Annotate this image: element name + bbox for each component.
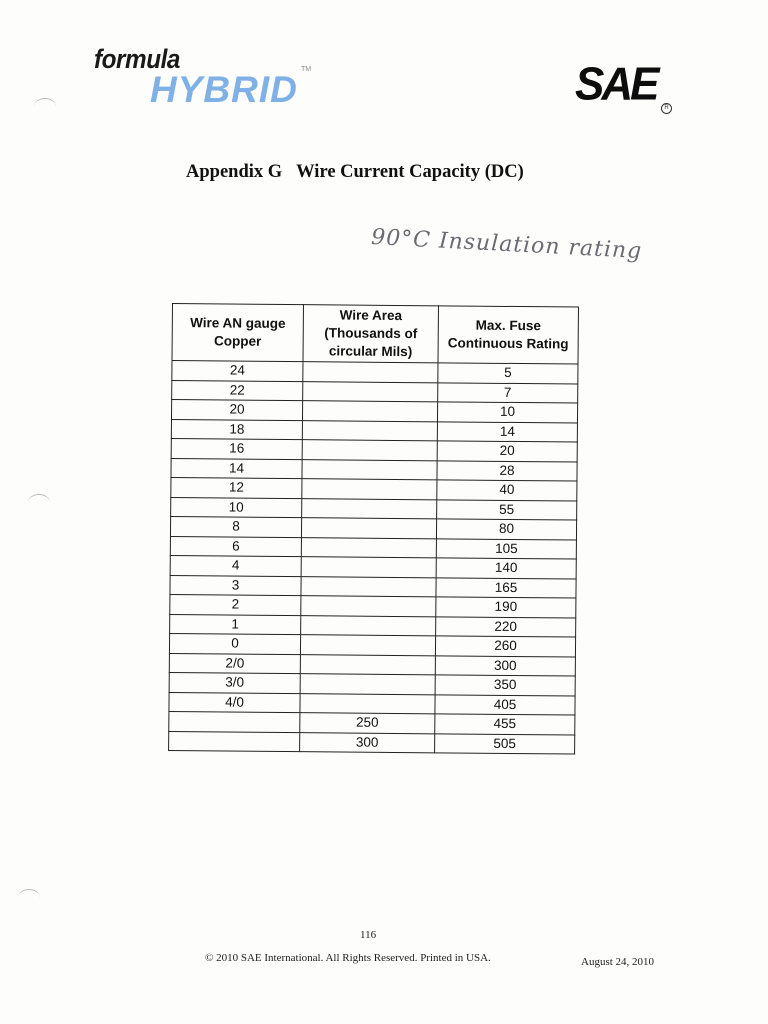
cell-fuse-rating: 140 — [436, 558, 576, 579]
cell-gauge: 12 — [171, 477, 302, 498]
logo-sae-text: SAE — [575, 58, 657, 111]
cell-fuse-rating: 300 — [435, 655, 575, 676]
cell-fuse-rating: 28 — [437, 460, 577, 481]
page-number: 116 — [360, 929, 377, 941]
cell-area — [302, 498, 437, 519]
trademark-mark: TM — [301, 66, 312, 73]
cell-gauge: 0 — [169, 633, 300, 654]
cell-fuse-rating: 505 — [435, 733, 575, 754]
cell-gauge: 18 — [171, 419, 302, 440]
table-row — [169, 731, 575, 754]
copyright-notice: © 2010 SAE International. All Rights Reserved. Printed in USA. — [205, 952, 491, 964]
cell-area — [300, 674, 435, 695]
scan-mark — [18, 889, 40, 906]
cell-area — [303, 381, 438, 402]
cell-fuse-rating: 7 — [438, 382, 578, 403]
cell-fuse-rating: 190 — [436, 597, 576, 618]
cell-gauge: 4/0 — [169, 692, 300, 713]
cell-fuse-rating: 350 — [435, 675, 575, 696]
cell-fuse-rating: 165 — [436, 577, 576, 598]
page-title — [186, 162, 524, 183]
cell-area — [301, 518, 436, 539]
cell-area — [302, 420, 437, 441]
cell-fuse-rating: 20 — [437, 441, 577, 462]
cell-area — [302, 401, 437, 422]
cell-gauge: 2/0 — [169, 653, 300, 674]
cell-area — [302, 479, 437, 500]
cell-area — [302, 459, 437, 480]
cell-area — [301, 596, 436, 617]
cell-fuse-rating: 80 — [436, 519, 576, 540]
scan-mark — [34, 98, 56, 115]
cell-fuse-rating: 260 — [435, 636, 575, 657]
cell-gauge — [169, 731, 300, 752]
registered-mark: R — [661, 103, 672, 114]
cell-gauge: 1 — [170, 614, 301, 635]
cell-area — [301, 615, 436, 636]
header-fuse-rating: Max. Fuse Continuous Rating — [438, 306, 578, 364]
cell-fuse-rating: 220 — [436, 616, 576, 637]
cell-gauge: 22 — [172, 380, 303, 401]
cell-gauge: 24 — [172, 361, 303, 382]
table-header-row — [172, 304, 578, 365]
logo-formula-text: formula — [94, 44, 180, 74]
cell-fuse-rating: 405 — [435, 694, 575, 715]
cell-gauge: 14 — [171, 458, 302, 479]
handwritten-note: 90°C Insulation rating — [370, 224, 643, 265]
cell-area — [302, 440, 437, 461]
cell-gauge: 2 — [170, 594, 301, 615]
cell-gauge: 3 — [170, 575, 301, 596]
cell-area: 300 — [300, 732, 435, 753]
cell-gauge: 20 — [171, 400, 302, 421]
cell-area — [301, 576, 436, 597]
cell-gauge: 8 — [170, 516, 301, 537]
cell-area: 250 — [300, 713, 435, 734]
wire-capacity-table — [168, 303, 578, 755]
cell-gauge: 16 — [171, 438, 302, 459]
cell-gauge: 6 — [170, 536, 301, 557]
cell-area — [301, 537, 436, 558]
scan-mark — [28, 494, 50, 511]
logo-hybrid-text: HYBRID — [150, 69, 298, 110]
cell-gauge: 4 — [170, 555, 301, 576]
cell-fuse-rating: 55 — [437, 499, 577, 520]
cell-area — [300, 635, 435, 656]
header-gauge: Wire AN gauge Copper — [172, 304, 303, 362]
document-date: August 24, 2010 — [581, 956, 655, 968]
title-text: Wire Current Capacity (DC) — [296, 162, 524, 182]
cell-area — [300, 654, 435, 675]
cell-area — [300, 693, 435, 714]
cell-fuse-rating: 10 — [437, 402, 577, 423]
formula-hybrid-logo — [94, 44, 334, 114]
header-area: Wire Area (Thousands of circular Mils) — [303, 305, 438, 363]
cell-gauge: 3/0 — [169, 672, 300, 693]
cell-fuse-rating: 40 — [437, 480, 577, 501]
appendix-label: Appendix G — [186, 162, 283, 182]
cell-fuse-rating: 14 — [437, 421, 577, 442]
cell-fuse-rating: 5 — [438, 363, 578, 384]
sae-logo — [575, 60, 675, 120]
cell-fuse-rating: 455 — [435, 714, 575, 735]
cell-area — [303, 362, 438, 383]
cell-area — [301, 557, 436, 578]
cell-fuse-rating: 105 — [436, 538, 576, 559]
cell-gauge — [169, 711, 300, 732]
cell-gauge: 10 — [171, 497, 302, 518]
